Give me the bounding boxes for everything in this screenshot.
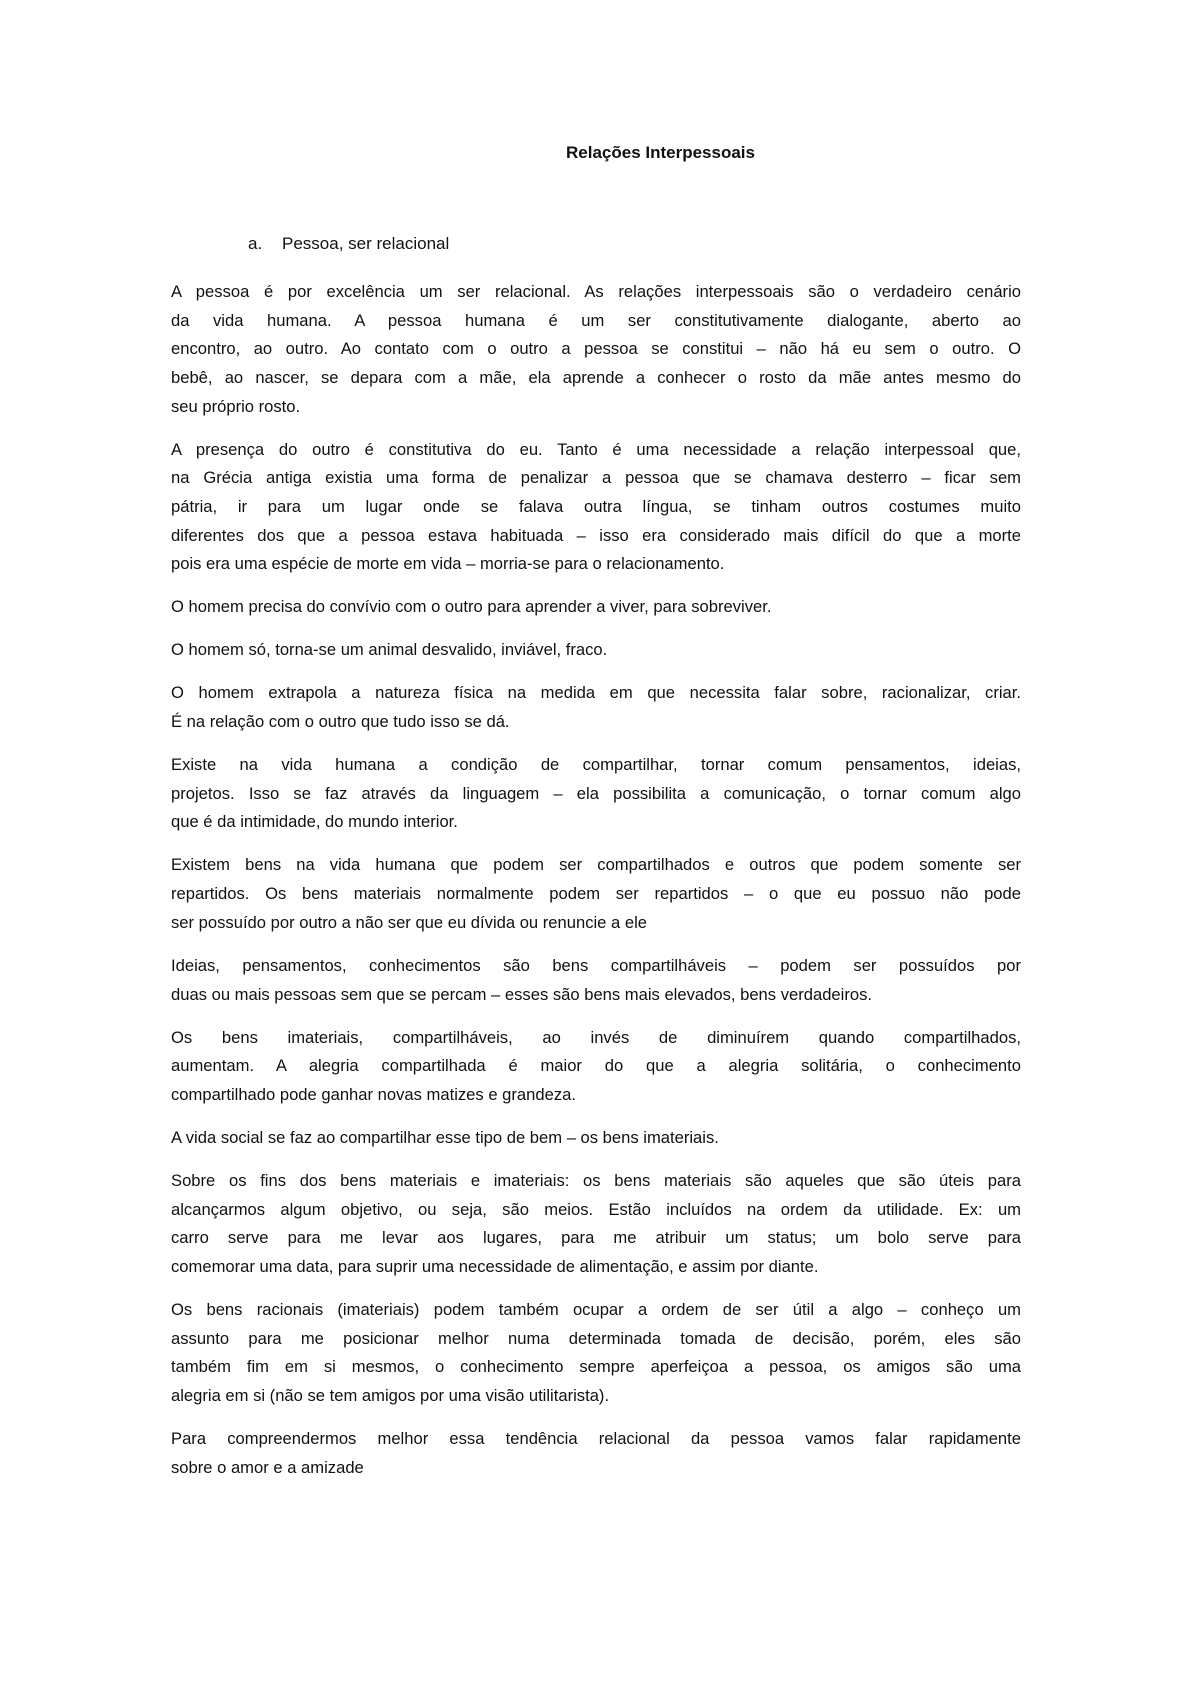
text-line: O homem só, torna-se um animal desvalido, inviável, fraco. — [171, 640, 608, 660]
text-line: diferentes dos que a pessoa estava habituada – isso era considerado mais difícil do que a morte — [171, 525, 1021, 545]
text-line: sobre o amor e a amizade — [171, 1457, 364, 1477]
text-line: O homem precisa do convívio com o outro para aprender a viver, para sobreviver. — [171, 597, 772, 617]
text-line: Os bens racionais (imateriais) podem também ocupar a ordem de ser útil a algo – conheço um — [171, 1299, 1021, 1319]
text-line: alegria em si (não se tem amigos por uma visão utilitarista). — [171, 1385, 610, 1405]
paragraph — [171, 1124, 1021, 1153]
paragraph — [171, 1167, 1021, 1282]
paragraph — [171, 679, 1021, 736]
section-heading-text: Pessoa, ser relacional — [282, 234, 450, 253]
text-line: A presença do outro é constitutiva do eu. Tanto é uma necessidade a relação interpessoal que, — [171, 439, 1021, 459]
paragraph — [171, 851, 1021, 937]
text-line: pátria, ir para um lugar onde se falava outra língua, se tinham outros costumes muito — [171, 497, 1021, 517]
paragraph — [171, 636, 1021, 665]
text-line: duas ou mais pessoas sem que se percam – esses são bens mais elevados, bens verdadeiros. — [171, 984, 873, 1004]
paragraph — [171, 1296, 1021, 1411]
paragraph — [171, 952, 1021, 1009]
text-line: ser possuído por outro a não ser que eu dívida ou renuncie a ele — [171, 912, 648, 932]
paragraph — [171, 278, 1021, 421]
text-line: repartidos. Os bens materiais normalmente podem ser repartidos – o que eu possuo não pode — [171, 884, 1021, 904]
text-line: carro serve para me levar aos lugares, para me atribuir um status; um bolo serve para — [171, 1228, 1021, 1248]
text-line: pois era uma espécie de morte em vida – morria-se para o relacionamento. — [171, 554, 725, 574]
document-body — [171, 278, 1021, 1497]
document-title: Relações Interpessoais — [566, 143, 755, 162]
text-line: Existe na vida humana a condição de compartilhar, tornar comum pensamentos, ideias, — [171, 755, 1021, 775]
text-line: que é da intimidade, do mundo interior. — [171, 812, 458, 832]
text-line: na Grécia antiga existia uma forma de penalizar a pessoa que se chamava desterro – ficar sem — [171, 468, 1021, 488]
text-line: compartilhado pode ganhar novas matizes e grandeza. — [171, 1084, 576, 1104]
text-line: comemorar uma data, para suprir uma necessidade de alimentação, e assim por diante. — [171, 1256, 819, 1276]
text-line: encontro, ao outro. Ao contato com o outro a pessoa se constitui – não há eu sem o outro. O — [171, 339, 1021, 359]
list-marker: a. — [248, 234, 263, 253]
text-line: aumentam. A alegria compartilhada é maior do que a alegria solitária, o conhecimento — [171, 1056, 1021, 1076]
paragraph — [171, 751, 1021, 837]
text-line: É na relação com o outro que tudo isso se dá. — [171, 712, 510, 732]
text-line: O homem extrapola a natureza física na medida em que necessita falar sobre, racionalizar, criar. — [171, 683, 1021, 703]
text-line: assunto para me posicionar melhor numa determinada tomada de decisão, porém, eles são — [171, 1328, 1021, 1348]
text-line: seu próprio rosto. — [171, 396, 301, 416]
paragraph — [171, 1425, 1021, 1482]
text-line: A pessoa é por excelência um ser relacional. As relações interpessoais são o verdadeiro cenário — [171, 282, 1021, 301]
text-line: Existem bens na vida humana que podem ser compartilhados e outros que podem somente ser — [171, 855, 1021, 875]
paragraph — [171, 436, 1021, 579]
text-line: bebê, ao nascer, se depara com a mãe, ela aprende a conhecer o rosto da mãe antes mesmo do — [171, 368, 1021, 388]
paragraph — [171, 593, 1021, 622]
text-line: Sobre os fins dos bens materiais e imateriais: os bens materiais são aqueles que são úteis para — [171, 1170, 1021, 1190]
section-heading — [248, 234, 449, 254]
text-line: A vida social se faz ao compartilhar esse tipo de bem – os bens imateriais. — [171, 1127, 719, 1147]
text-line: também fim em si mesmos, o conhecimento sempre aperfeiçoa a pessoa, os amigos são uma — [171, 1357, 1021, 1377]
text-line: Ideias, pensamentos, conhecimentos são bens compartilháveis – podem ser possuídos por — [171, 955, 1021, 975]
text-line: Os bens imateriais, compartilháveis, ao invés de diminuírem quando compartilhados, — [171, 1027, 1021, 1047]
text-line: projetos. Isso se faz através da linguagem – ela possibilita a comunicação, o tornar comum algo — [171, 783, 1021, 803]
text-line: Para compreendermos melhor essa tendência relacional da pessoa vamos falar rapidamente — [171, 1428, 1021, 1448]
text-line: da vida humana. A pessoa humana é um ser constitutivamente dialogante, aberto ao — [171, 310, 1021, 330]
text-line: alcançarmos algum objetivo, ou seja, são meios. Estão incluídos na ordem da utilidade. Ex: um — [171, 1199, 1021, 1219]
paragraph — [171, 1024, 1021, 1110]
